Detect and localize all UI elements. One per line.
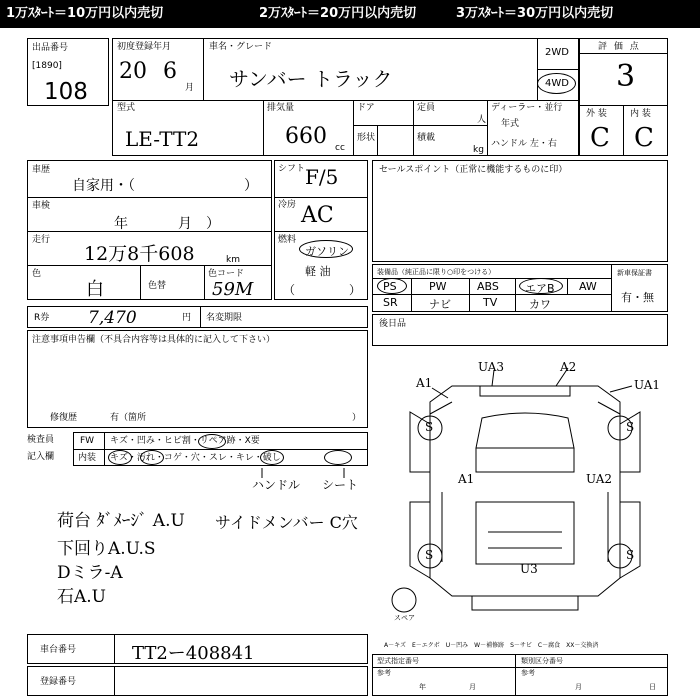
warranty-label: 新車保証書 — [617, 269, 652, 277]
date-month-2: 月 — [575, 683, 582, 691]
name-label: 車名・グレード — [209, 42, 273, 52]
tire-fr-label: S — [626, 420, 635, 434]
annotation-seat: シート — [322, 478, 359, 492]
entry-label: 記入欄 — [27, 452, 55, 462]
fw-label: FW — [80, 436, 95, 446]
ext-value: C — [590, 123, 610, 153]
repair-close: ） — [352, 413, 362, 423]
fuel-gasoline: ガソリン — [305, 245, 349, 258]
fw-text: キズ・凹み・ヒビ割・リペア跡・X要 — [110, 436, 260, 446]
diagram-label-a2: A2 — [560, 360, 577, 374]
diagram-label-u3: U3 — [520, 562, 538, 576]
diagram-label-a1-side: A1 — [458, 472, 475, 486]
tire-rr-label: S — [626, 548, 635, 562]
drive-2wd: 2WD — [545, 47, 569, 58]
equip-aw: AW — [579, 280, 597, 293]
tire-rl-label: S — [425, 548, 434, 562]
chassis-label: 車台番号 — [40, 645, 77, 655]
mileage-label: 走行 — [32, 235, 51, 245]
capacity-unit: 人 — [477, 115, 487, 125]
shaken-label: 車検 — [32, 201, 51, 211]
rating-value: 3 — [616, 59, 636, 94]
type-number-label: 型式指定番号 — [377, 657, 419, 665]
equip-ps: PS — [383, 280, 397, 293]
spare-label: スペア — [394, 614, 415, 622]
color-label: 色 — [32, 269, 42, 279]
diagram-label-ua3: UA3 — [478, 360, 505, 374]
door-label: ドア — [357, 103, 375, 113]
first-reg-month: 6 — [163, 59, 177, 84]
equip-sr: SR — [383, 296, 398, 309]
vehicle-diagram — [380, 352, 670, 622]
load-unit: kg — [473, 145, 484, 155]
name-change-label: 名変期限 — [206, 313, 243, 323]
equip-tv: TV — [483, 296, 498, 309]
lot-label: 出品番号 — [32, 43, 69, 53]
fuel-paren-close: ） — [349, 283, 362, 297]
fuel-label: 燃料 — [278, 235, 297, 245]
equip-leather: カワ — [529, 298, 551, 311]
int-text: キズ・汚れ・コゲ・穴・スレ・キレ・破し — [110, 453, 281, 463]
repair-value: 有（箇所 — [110, 413, 147, 423]
remark-1: 荷台 ﾀﾞﾒｰｼﾞ A.U — [57, 511, 185, 531]
equip-abs: ABS — [477, 280, 499, 293]
equip-navi: ナビ — [429, 298, 451, 311]
color-code-value: 59M — [212, 279, 254, 300]
tire-fl-label: S — [425, 420, 434, 434]
registration-label: 登録番号 — [40, 677, 77, 687]
remarks-area — [27, 496, 368, 616]
lot-code: [1890] — [32, 61, 62, 71]
notes-label: 注意事項申告欄（不具合内容等は具体的に記入して下さい） — [32, 335, 276, 345]
shape-label: 形状 — [357, 133, 376, 143]
int-label: 内 装 — [630, 109, 651, 119]
fuel-paren-open: （ — [283, 283, 296, 297]
first-reg-label: 初度登録年月 — [117, 42, 172, 52]
equip-airbag: エアB — [525, 282, 555, 295]
damage-legend: A－キズ E－エクボ U－凹み W－補修跡 S－サビ C－腐食 XX－交換済 — [384, 642, 599, 649]
color-value: 白 — [86, 279, 104, 300]
tire-spare — [392, 588, 416, 612]
class-ref-label: 参考 — [521, 669, 535, 677]
diagram-label-ua1: UA1 — [634, 378, 661, 392]
int-value: C — [634, 123, 654, 153]
repaint-label: 色替 — [148, 281, 167, 291]
banner-item-3: 3万ｽﾀｰﾄ＝30万円以内売切 — [456, 6, 614, 21]
diagram-label-a1-top: A1 — [416, 376, 433, 390]
dealer-year-label: 年式 — [501, 119, 520, 129]
cooler-label: 冷房 — [278, 200, 297, 210]
cooler-value: AC — [301, 203, 334, 228]
shift-value: F/5 — [305, 165, 339, 189]
next-day-label: 後日品 — [379, 319, 407, 329]
history-label: 車歴 — [32, 165, 51, 175]
model-label: 型式 — [117, 103, 136, 113]
remark-4: Dミラ-A — [57, 563, 123, 583]
remark-5: 石A.U — [57, 587, 107, 607]
warranty-value: 有・無 — [621, 291, 654, 304]
date-year: 年 — [419, 683, 426, 691]
lot-number: 108 — [44, 79, 88, 105]
shaken-close: ） — [206, 216, 220, 232]
recycle-value: 7,470 — [88, 308, 137, 328]
banner-item-1: 1万ｽﾀｰﾄ＝10万円以内売切 — [6, 6, 164, 21]
sales-point-label: セールスポイント（正常に機能するものに印） — [379, 165, 568, 175]
recycle-unit: 円 — [182, 313, 192, 323]
annotation-handle: ハンドル — [252, 478, 301, 492]
displacement-unit: cc — [335, 143, 345, 153]
first-reg-month-unit: 月 — [185, 83, 195, 93]
diagram-cab — [476, 413, 574, 448]
date-day: 日 — [649, 683, 656, 691]
model-value: LE-TT2 — [125, 127, 200, 151]
displacement-value: 660 — [285, 124, 327, 149]
chassis-value: TT2ー408841 — [132, 643, 255, 664]
equip-pw: PW — [429, 280, 447, 293]
capacity-label: 定員 — [417, 103, 436, 113]
recycle-label: R券 — [34, 313, 50, 323]
type-designation-box — [372, 654, 668, 696]
date-month: 月 — [469, 683, 476, 691]
history-close: ） — [244, 178, 258, 194]
shaken-month: 月 — [178, 216, 192, 232]
remark-3: 下回りA.U.S — [57, 539, 156, 559]
load-label: 積載 — [417, 133, 436, 143]
first-reg-year: 20 — [119, 59, 147, 84]
shaken-year: 年 — [114, 216, 128, 232]
mileage-unit: km — [226, 255, 240, 265]
fuel-diesel: 軽 油 — [305, 265, 331, 278]
ext-label: 外 装 — [586, 109, 607, 119]
chassis-box — [27, 634, 368, 664]
remark-2: サイドメンバー C穴 — [215, 513, 358, 532]
color-code-label: 色コード — [208, 269, 245, 279]
registration-box — [27, 666, 368, 696]
inspector-label: 検査員 — [27, 435, 55, 445]
displacement-label: 排気量 — [267, 103, 295, 113]
int-entry-label: 内装 — [78, 453, 97, 463]
name-value: サンバー トラック — [229, 67, 393, 91]
drive-4wd: 4WD — [545, 78, 569, 89]
dealer-handle-label: ハンドル 左・右 — [491, 139, 557, 149]
rating-label: 評 価 点 — [598, 42, 641, 52]
diagram-label-ua2: UA2 — [586, 472, 613, 486]
dealer-label: ディーラー・並行 — [491, 103, 563, 113]
history-value: 自家用・（ — [72, 178, 135, 194]
repair-label: 修復歴 — [50, 413, 78, 423]
banner-item-2: 2万ｽﾀｰﾄ＝20万円以内売切 — [259, 6, 417, 21]
type-ref-label: 参考 — [377, 669, 391, 677]
equipment-label: 装備品（純正品に限り○印をつける） — [377, 268, 496, 276]
shift-label: シフト — [278, 164, 306, 174]
class-number-label: 類別区分番号 — [521, 657, 563, 665]
mileage-value: 12万8千608 — [84, 243, 195, 265]
diagram-bed — [476, 502, 574, 564]
